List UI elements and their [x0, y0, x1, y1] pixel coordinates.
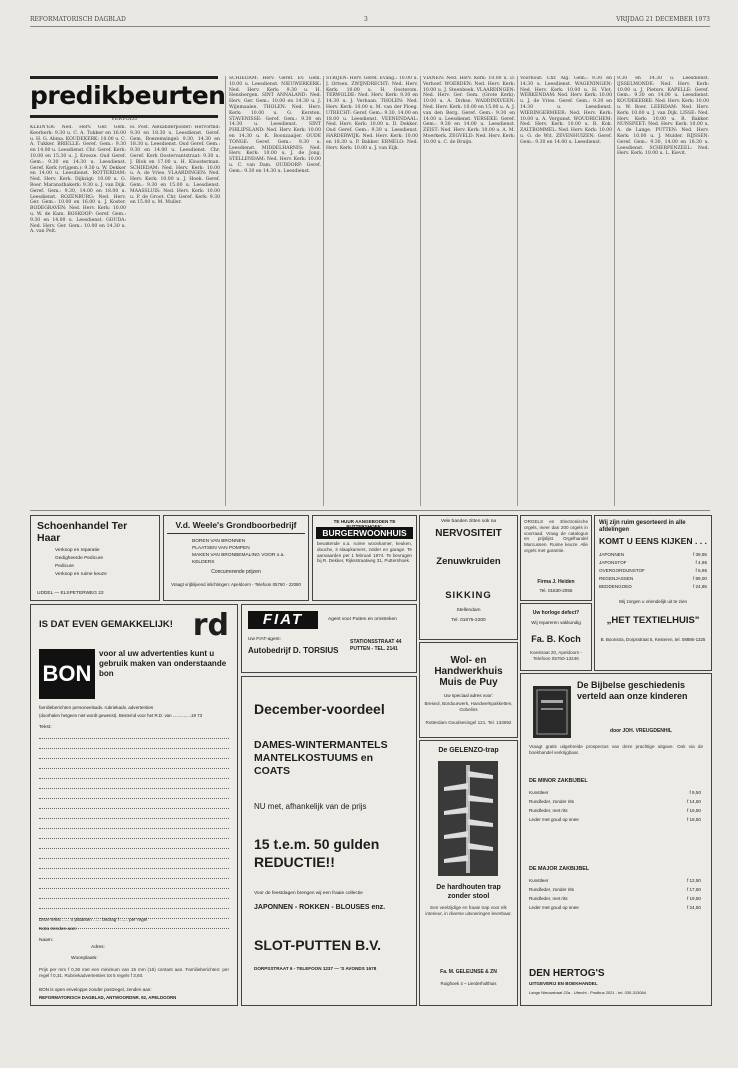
listing-column-2: H. Post. Alexanderpolder: Hervormd: 9.30 en 18.30 u. Leesdienst. Geref. Gem. Boezemsingel: 9.30, 14.30 en 18.30 u. Leesdienst. Oud Geref. Gem.: 9.30 en 14.00 u. Leesdienst. Chr. Geref. Kerk Oostervantstraat: 9.30 u. J. Blok en 17.00 u. H. Kloosterman. SCHIEDAM: Ned. Herv. Kerk: 10.00 u. A. de Vries. VLAARDINGEN: Ned. Herv. Kerk: 10.00 u. J. Hoek. Geref. Gem.: 9.30 en 15.00 u. Leesdienst. MAASSLUIS: Ned. Herv. Kerk: 10.00 u. P. de Groot. Chr. Geref. Kerk: 9.30 en 15.00 u. M. Muller.: [130, 125, 220, 206]
price-value: f 12,50: [686, 878, 701, 883]
price-value: f 9,50: [689, 790, 701, 795]
coupon-line[interactable]: [39, 749, 229, 759]
gelenzo-body: Een veelzijdige en fraaie trap voor elk interieur, in diverse uitvoeringen leverbaar.: [425, 905, 512, 916]
ad-burgerwoonhuis-kicker: TE HUUR AANGEBODEN TE: [333, 519, 396, 524]
coupon-line[interactable]: [39, 789, 229, 799]
coupon-rd-logo: rd: [192, 608, 229, 643]
bijbel-title: De Bijbelse geschiedenis verteld aan onze kinderen: [577, 680, 688, 701]
bijbel-body: Vraagt gratis uitgebreide prospectus van deze prachtige uitgave. Ook via de boekhandel verkrijgbaar.: [529, 744, 703, 755]
ad-nervositeit-tel: Tel. 01875-2200: [451, 618, 486, 623]
coupon-footer2: REFORMATORISCH DAGBLAD, ANTWOORDNR. 92, APELDOORN: [39, 995, 177, 1000]
price-item: BEDDENGOED: [599, 584, 632, 589]
slot-extra-items: JAPONNEN - ROKKEN - BLOUSES enz.: [254, 904, 386, 911]
service-item: BOREN VAN BRONNEN: [192, 539, 246, 544]
bijbel-address: Lange Nieuwstraat 22a - Utrecht - Postbus 2021 - tel. 030-313084: [529, 990, 646, 995]
price-item: Kunstleer: [529, 790, 549, 795]
ad-textielhuis-cta: KOMT U EENS KIJKEN . . .: [599, 536, 707, 546]
coupon-price: Prijs per mm f 0,36 met een minimum van 15 mm (16) contant aan. Familieberichten: per regel f 0,31. Rubriekadvertenties tot 5 regels f 3,60.: [39, 967, 229, 978]
header-rule: [30, 26, 710, 27]
slot-product: DAMES-WINTERMANTELS MANTELKOSTUUMS en COATS: [254, 739, 388, 777]
listing-column-5: VIANEN: Ned. Herv. Kerk: 10.00 u. D. Verhoef. WOERDEN: Ned. Herv. Kerk: 10.00 u. J. Steenbeek. VLAARDINGEN: Ned. Herv. Ger. Gem. (Grote Kerk): 10.00 u. A. Dirkse. WADDINXVEEN: Ned. Herv. Kerk: 10.00 en 15.00 u. A. J. van den Berg. Geref. Gem.: 9.30 en 14.00 u. Leesdienst. YERSEKE: Geref. Gem.: 9.30 en 14.00 u. Leesdienst. ZEIST: Ned. Herv. Kerk: 10.00 u. A. M. Moerkerk. ZEGVELD: Ned. Herv. Kerk: 10.00 u. C. de Bruijn.: [423, 76, 515, 145]
price-row: [599, 559, 707, 567]
coupon-slogan: voor al uw advertenties kunt u gebruik maken van onderstaande bon: [99, 649, 227, 678]
coupon-line[interactable]: [39, 769, 229, 779]
coupon-footer1: BON is open enveloppe zonder postzegel, zenden aan:: [39, 987, 152, 992]
ad-schoenhandel-bullets: [55, 547, 107, 579]
price-item: Rundleder, met rits: [529, 896, 568, 901]
coupon-line[interactable]: [39, 859, 229, 869]
bijbel-minor-prices: [529, 788, 701, 824]
handwerk-title: Wol- en Handwerkhuis Muis de Puy: [434, 655, 503, 688]
coupon-line[interactable]: [39, 739, 229, 749]
price-item: REGENJASSEN: [599, 576, 634, 581]
coupon-field-woonplaats[interactable]: Woonplaats:: [71, 956, 98, 961]
price-value: f 19,50: [686, 896, 701, 901]
ad-orgels-tel: Tel. 01830-2055: [539, 588, 573, 593]
ad-koch: [520, 603, 592, 671]
ad-nervositeit-title: NERVOSITEIT: [435, 528, 502, 539]
coupon-sub-line2: Nota zenden aan:: [39, 927, 77, 932]
price-item: Rundleder, met rits: [529, 808, 568, 813]
price-row: [599, 567, 707, 575]
ad-bijbelse-geschiedenis: [520, 673, 712, 1006]
coupon-text-label: Tekst:: [39, 725, 52, 730]
price-value: f 24,50: [686, 905, 701, 910]
bijbel-minor-head: DE MINOR ZAKBIJBEL: [529, 778, 588, 784]
column-divider: [323, 76, 324, 506]
fiat-dealer: Autobedrijf D. TORSIUS: [248, 646, 339, 655]
ad-orgels: [520, 515, 592, 601]
ad-vdweele-services: [192, 538, 308, 566]
ad-burgerwoonhuis-title: BURGERWOONHUIS: [316, 527, 413, 539]
ad-burgerwoonhuis: [312, 515, 417, 601]
header-page-number: 3: [364, 16, 368, 23]
fiat-dealer-kicker: Uw FIAT-agent:: [248, 637, 281, 642]
book-cover-image: [533, 686, 571, 738]
price-row: [529, 806, 701, 815]
price-value: f 4,95: [695, 560, 707, 565]
coupon-text-lines[interactable]: [39, 729, 229, 929]
price-value: f 24,95: [692, 584, 707, 589]
fiat-address: STATIONSSTRAAT 44 PUTTEN - TEL. 2141: [350, 639, 402, 652]
ad-koch-name: Fa. B. Koch: [531, 634, 581, 644]
price-row: [529, 876, 701, 885]
handwerk-items: Breiwol, Borduurwerk, Handwerkpakketten, Gobelins: [424, 701, 513, 712]
coupon-sub-line1: Deze tekst ...... x plaatsen ...... bedrag f ...... per regel: [39, 917, 148, 922]
gelenzo-caption: De hardhouten trap zonder stool: [436, 884, 501, 900]
bullet-item: Gedigheerde Pedicure: [55, 556, 104, 561]
price-value: f 14,50: [686, 799, 701, 804]
ad-textielhuis-items: [599, 551, 707, 591]
ad-gelenzo: [419, 740, 518, 1006]
price-row: [529, 797, 701, 806]
ad-koch-address: Koestraat 20, Apeldoorn - Telefoon 05760-13246: [529, 650, 583, 661]
ad-textielhuis: [594, 515, 712, 671]
price-value: f 17,50: [686, 887, 701, 892]
coupon-line[interactable]: [39, 759, 229, 769]
ad-schoenhandel: [30, 515, 160, 601]
listing-column-6: Voorhout: Chr. Alg. Gem.: 9.30 en 14.30 u. Leesdienst. WAGENINGEN: Ned. Herv. Kerk: 10.00 u. H. Vlot. WERKENDAM: Ned. Herv. Kerk: 10.00 u. J. de Vries. Geref. Gem.: 9.30 en 14.30 u. Leesdienst. WIERINGERMEER: Ned. Herv. Kerk: 10.00 u. A. Vergunst. WOUDRICHEM: Ned. Herv. Kerk: 10.00 u. R. Kok. ZALTBOMMEL: Ned. Herv. Kerk: 10.00 u. G. de Wit. ZEVENHUIZEN: Geref. Gem.: 9.30 en 14.00 u. Leesdienst.: [520, 76, 612, 145]
price-item: Leder met goud op snee: [529, 905, 579, 910]
coupon-line[interactable]: [39, 819, 229, 829]
ad-nervositeit-brand: Zenuwkruiden: [436, 556, 501, 567]
ad-nervositeit: [419, 515, 518, 640]
coupon-line[interactable]: [39, 899, 229, 909]
service-item: MAKEN VAN BRONBEMALING VOOR o.a. KELDERS: [192, 553, 285, 565]
fiat-logo: FIAT: [248, 611, 318, 629]
section-rule: [30, 510, 710, 511]
price-row: [529, 885, 701, 894]
header-paper-name: REFORMATORISCH DAGBLAD: [30, 16, 126, 23]
price-row: [529, 903, 701, 912]
price-value: f 16,50: [686, 808, 701, 813]
bijbel-major-prices: [529, 876, 701, 912]
coupon-line[interactable]: [39, 729, 229, 739]
ad-koch-headline: Uw horloge defect?: [532, 610, 580, 616]
ad-handwerk: [419, 642, 518, 738]
bijbel-author: door JOH. VREUGDENHIL: [610, 728, 672, 734]
coupon-line[interactable]: [39, 809, 229, 819]
ad-orgels-body: ORGELS en Electronische orgels, meer dan 200 orgels in voorraad. Vraag de catalogus en prijslijst. Orgelhandel Marcussen. Ruime keuze. Alle orgels met garantie.: [524, 519, 588, 553]
price-item: OVERGORDIJNSTOF: [599, 568, 645, 573]
ad-vdweele-name: V.d. Weele's Grondboorbedrijf: [167, 520, 305, 534]
ad-burgerwoonhuis-body: bevattende o.a. ruime woonkamer, keuken, douche, 3 slaapkamers, zolder en garage. Te aanvaarden per 1 februari 1974. Te bevragen bij R. Dekker, Rijksstraatweg 31, Puttershoek.: [317, 541, 412, 564]
ad-orgels-dealer: Firma J. Heiden: [537, 579, 575, 585]
column-divider: [225, 76, 226, 506]
handwerk-address: Rotterdam Goudsesingel 121. Tel. 133692: [425, 720, 512, 725]
bijbel-publisher-sub: UITGEVERIJ EN BOEKHANDEL: [529, 981, 598, 986]
ad-nervositeit-shop: SIKKING: [445, 590, 492, 601]
coupon-line[interactable]: [39, 799, 229, 809]
coupon-categories: familieberichten personeelsadv. rubriekadv. advertenties: [39, 705, 154, 710]
listing-column-3: SCHIEDAM: Herv. Geref. Ev. Gem. 10.00 u. Leesdienst. NIEUWERKERK: Ned. Herv. Kerk: 9.30 u. H. Hensbergen. SINT ANNALAND: Ned. Herv. Ger. Gem.: 10.00 en 14.30 u. J. Wijnmaalen. THOLEN: Ned. Herv. Kerk: 10.00 u. G. Kersten. STAVENISSE: Geref. Gem.: 9.30 en 14.30 u. Leesdienst. SINT PHILIPSLAND: Ned. Herv. Kerk: 10.00 en 14.30 u. K. Boonzaaijer. OUDE TONGE: Geref. Gem.: 9.30 u. Leesdienst. MIDDELHARNIS: Ned. Herv. Kerk: 10.00 u. J. de Jong. STELLENDAM: Ned. Herv. Kerk: 10.00 u. C. van Dam. OUDDORP: Geref. Gem.: 9.30 en 14.30 u. Leesdienst.: [229, 76, 321, 174]
coupon-line[interactable]: [39, 849, 229, 859]
slot-nu: NU met, afhankelijk van de prijs: [254, 802, 367, 811]
bijbel-publisher: DEN HERTOG'S: [529, 968, 605, 979]
bijbel-major-head: DE MAJOR ZAKBIJBEL: [529, 866, 590, 872]
ad-textielhuis-promise: Wij zorgen u vriendelijk uit te zien: [618, 599, 688, 604]
bullet-item: Verkoop en reparatie: [55, 548, 100, 553]
price-row: [529, 788, 701, 797]
column-divider: [614, 76, 615, 506]
listing-subhead: VERVOLG: [111, 117, 137, 122]
ad-slot-putten: [241, 676, 417, 1006]
ad-vdweele-contact: Vraagt vrijblijvend inlichtingen: Apeldoorn - Telefoon 05760 - 22080: [171, 582, 301, 587]
ad-vdweele: [163, 515, 309, 601]
price-row: [599, 551, 707, 559]
slot-title: December-voordeel: [254, 701, 385, 717]
ad-textielhuis-address: B. Boonstra, Dorpsstraat 5, Kesteren, tel. 08886-1325: [600, 637, 706, 642]
price-row: [529, 894, 701, 903]
header-date: VRIJDAG 21 DECEMBER 1973: [616, 16, 710, 23]
ad-textielhuis-intro: Wij zijn ruim gesorteerd in alle afdelingen: [599, 520, 686, 533]
price-item: Rundleder, zonder rits: [529, 799, 574, 804]
slot-name: SLOT-PUTTEN B.V.: [254, 937, 382, 953]
ad-rd-coupon: [30, 604, 238, 1006]
price-value: f 18,50: [686, 817, 701, 822]
price-row: [529, 815, 701, 824]
price-row: [599, 583, 707, 591]
coupon-bon-badge: BON: [39, 649, 95, 699]
slot-discount: 15 t.e.m. 50 gulden REDUCTIE!!: [254, 836, 380, 870]
ad-koch-sub: Wij repareren vakkundig: [531, 620, 581, 625]
listing-column-7: 9.30 en 14.30 u. Leesdienst. IJSSELMONDE: Ned. Herv. Kerk: 10.00 u. J. Pieters. KAPELLE: Geref. Gem.: 9.30 en 14.00 u. Leesdienst. KOUDEKERKE: Ned. Herv. Kerk: 10.00 u. W. Boer. LEERDAM: Ned. Herv. Kerk: 10.00 u. J. van Dijk. LISSE: Ned. Herv. Kerk: 10.00 u. R. Bakker. NUNSPEET: Ned. Herv. Kerk: 10.00 u. A. de Lange. PUTTEN: Ned. Herv. Kerk: 10.00 u. J. Mulder. RIJSSEN: Geref. Gem.: 9.30, 14.00 en 18.30 u. Leesdienst. SCHERPENZEEL: Ned. Herv. Kerk: 10.00 u. L. Kievit.: [617, 76, 709, 157]
ad-nervositeit-intro: Vele banden zitten ook na: [440, 519, 497, 524]
spiral-staircase-image: [438, 761, 498, 876]
section-masthead: [30, 76, 226, 118]
price-item: Leder met goud op snee: [529, 817, 579, 822]
bullet-item: Verkoop en ruime keuze: [55, 572, 107, 577]
price-value: f 6,95: [695, 568, 707, 573]
coupon-line[interactable]: [39, 869, 229, 879]
handwerk-sub: Uw speciaal adres voor:: [443, 693, 494, 698]
coupon-line[interactable]: [39, 879, 229, 889]
listing-column-1: KLEIN'ER: Ned. Herv. Ger. Gem. Keerkerk: 9.30 u. C. A. Tukker en 16.00 u. H. G. Abma. KOUDEKERK: 10.00 u. C. A. Tukker. BRIELLE: Geref. Gem.: 9.30 en 14.00 u. Leesdienst. Chr. Geref. Kerk: 10.00 en 15.30 u. J. Kroeze. Oud Geref. Gem.: 9.30 en 14.30 u. Leesdienst. Geref. Kerk (vrijgem.): 9.30 u. W. Dekker en 14.00 u. Leesdienst. ROTTERDAM: Ned. Herv. Kerk. Dijkzigt: 10.00 u. G. Boer. Maranathakerk: 9.30 u. J. van Dijk. Geref. Gem.: 9.30, 14.00 en 18.00 u. Leesdienst. ROZENBURG: Ned. Herv. Ger. Gem.: 10.00 en 16.00 u. J. Koster. BODEGRAVEN: Ned. Herv. Kerk: 10.00 u. W. de Kam. BOSKOOP: Geref. Gem.: 9.30 en 14.00 u. Leesdienst. GOUDA: Ned. Herv. Ger. Gem.: 10.00 en 14.30 u. A. van Pelt.: [30, 125, 126, 235]
slot-address: DORPSSTRAAT 6 - TELEFOON 1237 — 'S AVONDS 1678: [254, 966, 377, 971]
bullet-item: Pedicure: [55, 564, 74, 569]
coupon-field-naam[interactable]: Naam:: [39, 938, 54, 943]
coupon-line[interactable]: [39, 779, 229, 789]
coupon-instruction: (doorhalen hetgeen niet wordt gewenst). Bestemd voor het R.D. van ...............19 73: [39, 713, 203, 718]
price-item: Kunstleer: [529, 878, 549, 883]
ad-fiat: [241, 604, 417, 673]
slot-extra: Voor de feestdagen brengen wij een fraaie collectie: [254, 891, 363, 896]
ad-schoenhandel-footer: UDDEL — ELSPETERWEG 22: [37, 591, 104, 596]
column-divider: [517, 76, 518, 506]
ad-textielhuis-name: „HET TEXTIELHUIS": [606, 615, 700, 626]
ad-vdweele-note: Concurrerende prijzen: [211, 569, 261, 575]
listing-column-4: STRIJEN: Herv. Geref. Evang.: 10.00 u. J. Ortsen. ZWIJNDRECHT: Ned. Herv. Kerk: 10.00 u. H. Oosterom. TERWOLDE: Ned. Herv. Kerk: 9.30 en 14.30 u. J. Verbaan. THOLEN: Ned. Herv. Kerk: 10.00 u. M. van der Ploeg. UTRECHT: Geref. Gem.: 9.30, 14.00 en 18.00 u. Leesdienst. VEENENDAAL: Ned. Herv. Kerk: 10.00 u. D. Dekker. Oud Geref. Gem.: 9.30 u. Leesdienst. HARDERWIJK: Ned. Herv. Kerk: 10.00 en 18.30 u. P. Bakker. ERMELO: Ned. Herv. Kerk: 10.00 u. J. van Eijk.: [326, 76, 418, 151]
coupon-headline: IS DAT EVEN GEMAKKELIJK!: [39, 619, 173, 630]
coupon-line[interactable]: [39, 839, 229, 849]
coupon-line[interactable]: [39, 829, 229, 839]
column-divider: [420, 76, 421, 506]
price-row: [599, 575, 707, 583]
price-item: Rundleder, zonder rits: [529, 887, 574, 892]
gelenzo-name: Fa. M. GELEIJNSE & ZN: [440, 969, 497, 975]
coupon-field-adres[interactable]: Adres:: [91, 945, 105, 950]
price-value: f 39,95: [692, 552, 707, 557]
fiat-agent: Agent voor Putten en omstreken: [328, 617, 397, 622]
price-item: JAPONNEN: [599, 552, 625, 557]
gelenzo-address: Ruighoek 4 – Lierderholthuis: [440, 981, 497, 986]
gelenzo-kicker: De GELENZO-trap: [438, 747, 499, 754]
ad-nervositeit-place: Stellendam: [456, 608, 481, 613]
price-item: JAPONSTOF: [599, 560, 627, 565]
ad-schoenhandel-name: Schoenhandel Ter Haar: [37, 520, 128, 544]
masthead-title: predikbeurten: [30, 81, 226, 110]
price-value: f 89,00: [692, 576, 707, 581]
service-item: PLAATSEN VAN POMPEN: [192, 546, 250, 551]
coupon-line[interactable]: [39, 889, 229, 899]
